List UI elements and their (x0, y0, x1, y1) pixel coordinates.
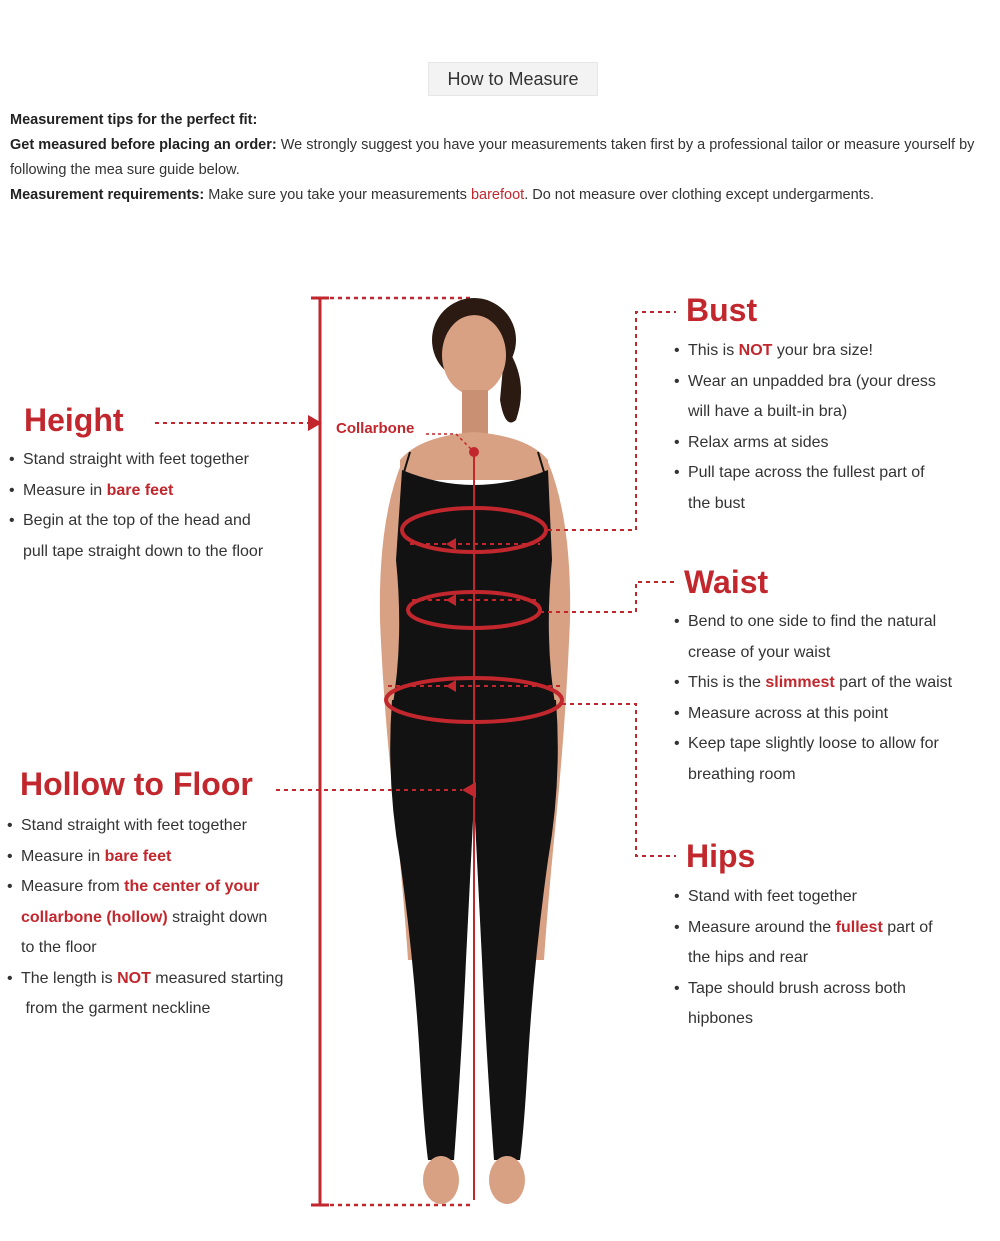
hollow-item-4: • The length is NOT measured starting from the garment neckline (7, 964, 317, 1025)
bust-title: Bust (686, 292, 758, 328)
hollow-item-2: • Measure in bare feet (7, 842, 317, 873)
height-title: Height (24, 402, 124, 438)
hollow-item-3: • Measure from the center of your collarbone (hollow) straight down to the floor (7, 872, 317, 964)
requirements-text-end: . Do not measure over clothing except undergarments. (524, 187, 874, 203)
waist-list (674, 607, 994, 790)
hips-list (674, 882, 994, 1035)
tips-intro: Measurement tips for the perfect fit: (10, 112, 258, 128)
bust-list (674, 336, 994, 519)
hollow-item-1: • Stand straight with feet together (7, 811, 317, 842)
hollow-list (7, 811, 317, 1025)
bust-item-2: • Wear an unpadded bra (your dress will have a built-in bra) (674, 367, 994, 428)
height-item-1: • Stand straight with feet together (9, 445, 309, 476)
hollow-title: Hollow to Floor (20, 766, 253, 802)
waist-item-2: • This is the slimmest part of the waist (674, 668, 994, 699)
hips-connector (562, 704, 676, 856)
requirements-label: Measurement requirements: (10, 187, 205, 203)
waist-item-3: • Measure across at this point (674, 699, 994, 730)
hips-item-3: • Tape should brush across both hipbones (674, 974, 994, 1035)
bust-connector (548, 312, 676, 530)
page-title: How to Measure (428, 62, 598, 96)
waist-item-1: • Bend to one side to find the natural crease of your waist (674, 607, 994, 668)
height-item-2: • Measure in bare feet (9, 476, 309, 507)
height-list (9, 445, 309, 567)
collarbone-label: Collarbone (336, 420, 415, 437)
get-measured-text: We strongly suggest you have your measurements taken first by a professional tailor or measure yourself by following the mea sure guide below. (10, 137, 975, 178)
bust-item-1: • This is NOT your bra size! (674, 336, 994, 367)
hips-title: Hips (686, 838, 756, 874)
hips-item-1: • Stand with feet together (674, 882, 994, 913)
requirements-text: Make sure you take your measurements (208, 187, 467, 203)
hips-item-2: • Measure around the fullest part of the hips and rear (674, 913, 994, 974)
waist-item-4: • Keep tape slightly loose to allow for breathing room (674, 729, 994, 790)
bust-item-3: • Relax arms at sides (674, 428, 994, 459)
bust-item-4: • Pull tape across the fullest part of the bust (674, 458, 994, 519)
barefoot-highlight: barefoot (470, 187, 525, 203)
get-measured-label: Get measured before placing an order: (10, 137, 277, 153)
height-item-3: • Begin at the top of the head and pull tape straight down to the floor (9, 506, 309, 567)
waist-title: Waist (684, 564, 769, 600)
